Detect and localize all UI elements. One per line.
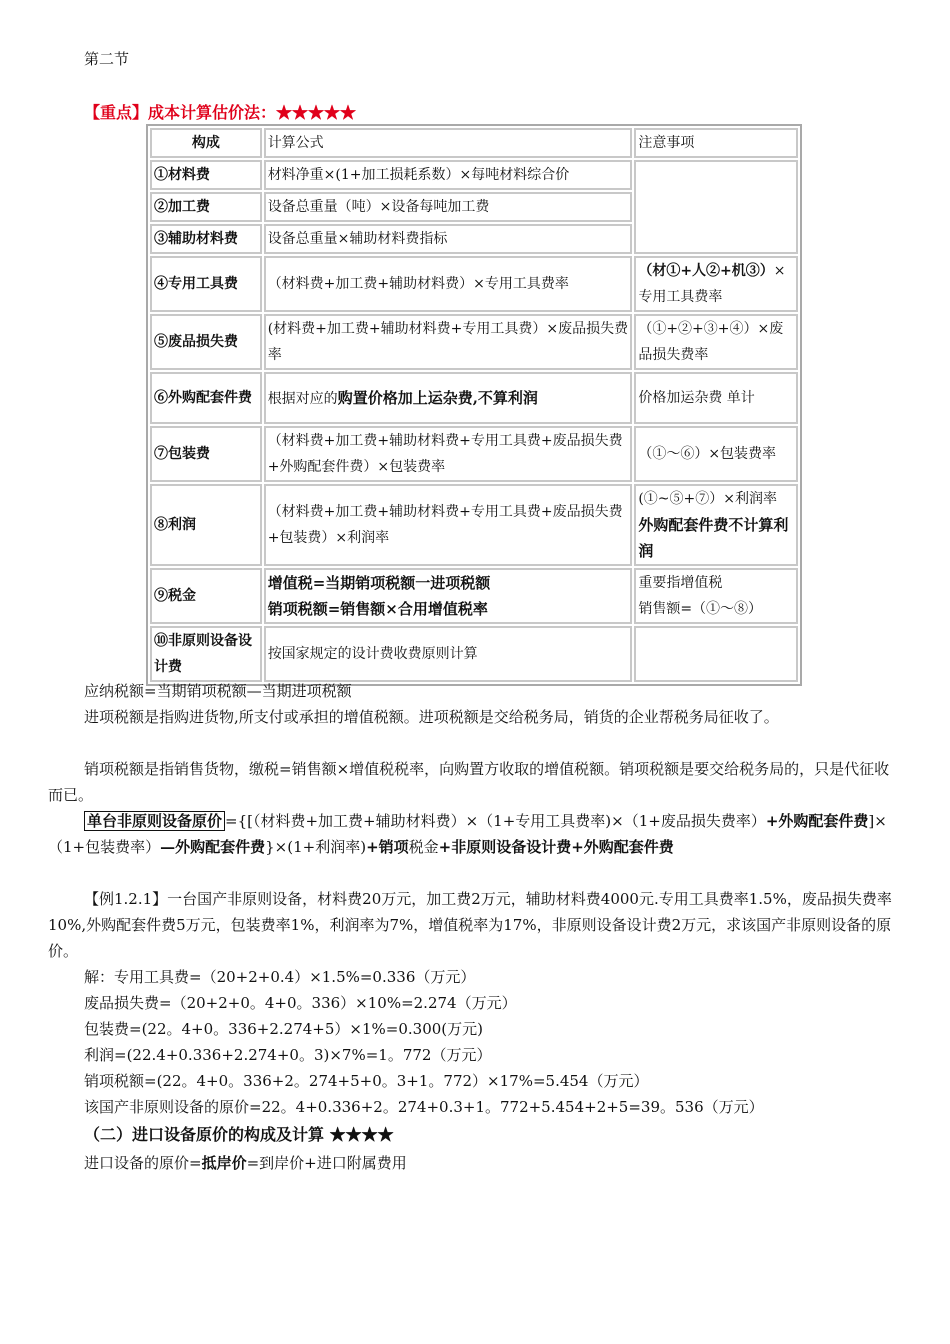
import-bold-term: 抵岸价 <box>201 1154 247 1172</box>
section-title: 第二节 <box>84 50 130 68</box>
formula-part: }×(1+利润率) <box>265 838 367 856</box>
row-formula: 设备总重量×辅助材料费指标 <box>264 224 633 254</box>
formula-boxed-term: 单台非原则设备原价 <box>84 811 225 831</box>
input-tax-paragraph: 进项税额是指购进货物,所支付或承担的增值税额。进项税额是交给税务局，销货的企业帮税务局征收了。 <box>84 708 779 726</box>
note-text: (①~⑤+⑦）×利润率 <box>638 491 777 507</box>
formula-bold: 购置价格加上运杂费,不算利润 <box>337 388 538 407</box>
row-formula <box>264 372 633 424</box>
table-row <box>150 626 798 682</box>
example-paragraph: 【例1.2.1】一台国产非原则设备，材料费20万元，加工费2万元，辅助材料费4000元.专用工具费率1.5%，废品损失费率10%,外购配套件费5万元，包装费率1%，利润率为7%，增值税率为17%，非原则设备设计费2万元，求该国产非原则设备的原价。 <box>48 890 892 960</box>
row-formula: 材料净重×(1+加工损耗系数）×每吨材料综合价 <box>264 160 633 190</box>
solution-line: 包装费=(22。4+0。336+2.274+5）×1%=0.300(万元) <box>84 1020 483 1038</box>
row-formula <box>264 568 633 624</box>
note-bold: （材①+人②+机③） <box>638 263 774 279</box>
note-line-1: 重要指增值税 <box>638 575 723 591</box>
formula-line-2: 销项税额=销售额×合用增值税率 <box>267 600 488 618</box>
solution-line: 利润=(22.4+0.336+2.274+0。3)×7%=1。772（万元） <box>84 1046 492 1064</box>
table-row <box>150 484 798 566</box>
table-row <box>150 568 798 624</box>
table-row <box>150 426 798 482</box>
row-item: ⑤废品损失费 <box>150 314 262 370</box>
subsection-heading: （二）进口设备原价的构成及计算 ★★★★ <box>84 1125 394 1144</box>
formula-part-bold: +销项 <box>366 838 409 856</box>
formula-part-bold: +外购配套件费 <box>765 812 869 830</box>
tax-payable-line: 应纳税额=当期销项税额—当期进项税额 <box>84 682 352 700</box>
formula-part-bold: +非原则设备设计费+外购配套件费 <box>438 838 674 856</box>
formula-text: 根据对应的 <box>267 390 338 407</box>
price-formula <box>48 808 904 860</box>
table-row <box>150 160 798 190</box>
row-note <box>634 484 798 566</box>
import-text: =到岸价+进口附属费用 <box>246 1154 407 1172</box>
row-formula: 设备总重量（吨）×设备每吨加工费 <box>264 192 633 222</box>
formula-part: ]×（1+包装费率） <box>48 812 887 856</box>
row-formula: （材料费+加工费+辅助材料费+专用工具费+废品损失费+外购配套件费）×包装费率 <box>264 426 633 482</box>
note-line-2: 销售额=（①～⑧） <box>638 601 763 617</box>
note-text: ×专用工具费率 <box>638 263 786 305</box>
key-point-heading: 【重点】成本计算估价法：★★★★★ <box>84 103 357 122</box>
row-item: ④专用工具费 <box>150 256 262 312</box>
table-row <box>150 372 798 424</box>
row-note <box>634 626 798 682</box>
row-formula: (材料费+加工费+辅助材料费+专用工具费）×废品损失费率 <box>264 314 633 370</box>
formula-line-1: 增值税=当期销项税额一进项税额 <box>267 574 491 592</box>
row-item: ⑩非原则设备设计费 <box>150 626 262 682</box>
table-row <box>150 314 798 370</box>
row-note: 价格加运杂费 单计 <box>634 372 798 424</box>
solution-line: 销项税额=(22。4+0。336+2。274+5+0。3+1。772）×17%=5.454（万元） <box>84 1072 649 1090</box>
row-note: （①+②+③+④）×废品损失费率 <box>634 314 798 370</box>
row-formula: （材料费+加工费+辅助材料费）×专用工具费率 <box>264 256 633 312</box>
row-note <box>634 160 798 254</box>
row-item: ⑨税金 <box>150 568 262 624</box>
header-note: 注意事项 <box>634 128 798 158</box>
formula-part-bold: —外购配套件费 <box>160 838 266 856</box>
table-row <box>150 256 798 312</box>
output-tax-paragraph: 销项税额是指销售货物，缴税=销售额×增值税税率，向购置方收取的增值税额。销项税额是要交给税务局的，只是代征收而已。 <box>48 760 890 804</box>
row-note <box>634 256 798 312</box>
table-header-row <box>150 128 798 158</box>
row-note <box>634 568 798 624</box>
note-bold: 外购配套件费不计算利润 <box>638 516 789 560</box>
import-text: 进口设备的原价= <box>84 1154 202 1172</box>
solution-line: 解：专用工具费=（20+2+0.4）×1.5%=0.336（万元） <box>84 968 476 986</box>
row-item: ②加工费 <box>150 192 262 222</box>
header-item: 构成 <box>150 128 262 158</box>
row-item: ①材料费 <box>150 160 262 190</box>
formula-part: 税金 <box>408 838 439 856</box>
row-note: （①～⑥）×包装费率 <box>634 426 798 482</box>
row-item: ⑧利润 <box>150 484 262 566</box>
solution-line: 废品损失费=（20+2+0。4+0。336）×10%=2.274（万元） <box>84 994 517 1012</box>
row-item: ⑦包装费 <box>150 426 262 482</box>
solution-line: 该国产非原则设备的原价=22。4+0.336+2。274+0.3+1。772+5.454+2+5=39。536（万元） <box>84 1098 764 1116</box>
row-formula: 按国家规定的设计费收费原则计算 <box>264 626 633 682</box>
row-formula: （材料费+加工费+辅助材料费+专用工具费+废品损失费+包装费）×利润率 <box>264 484 633 566</box>
formula-part: ={[（材料费+加工费+辅助材料费）×（1+专用工具费率)×（1+废品损失费率） <box>225 812 766 830</box>
row-item: ⑥外购配套件费 <box>150 372 262 424</box>
row-item: ③辅助材料费 <box>150 224 262 254</box>
import-price-line <box>84 1150 407 1176</box>
header-formula: 计算公式 <box>264 128 633 158</box>
cost-table <box>146 124 802 686</box>
